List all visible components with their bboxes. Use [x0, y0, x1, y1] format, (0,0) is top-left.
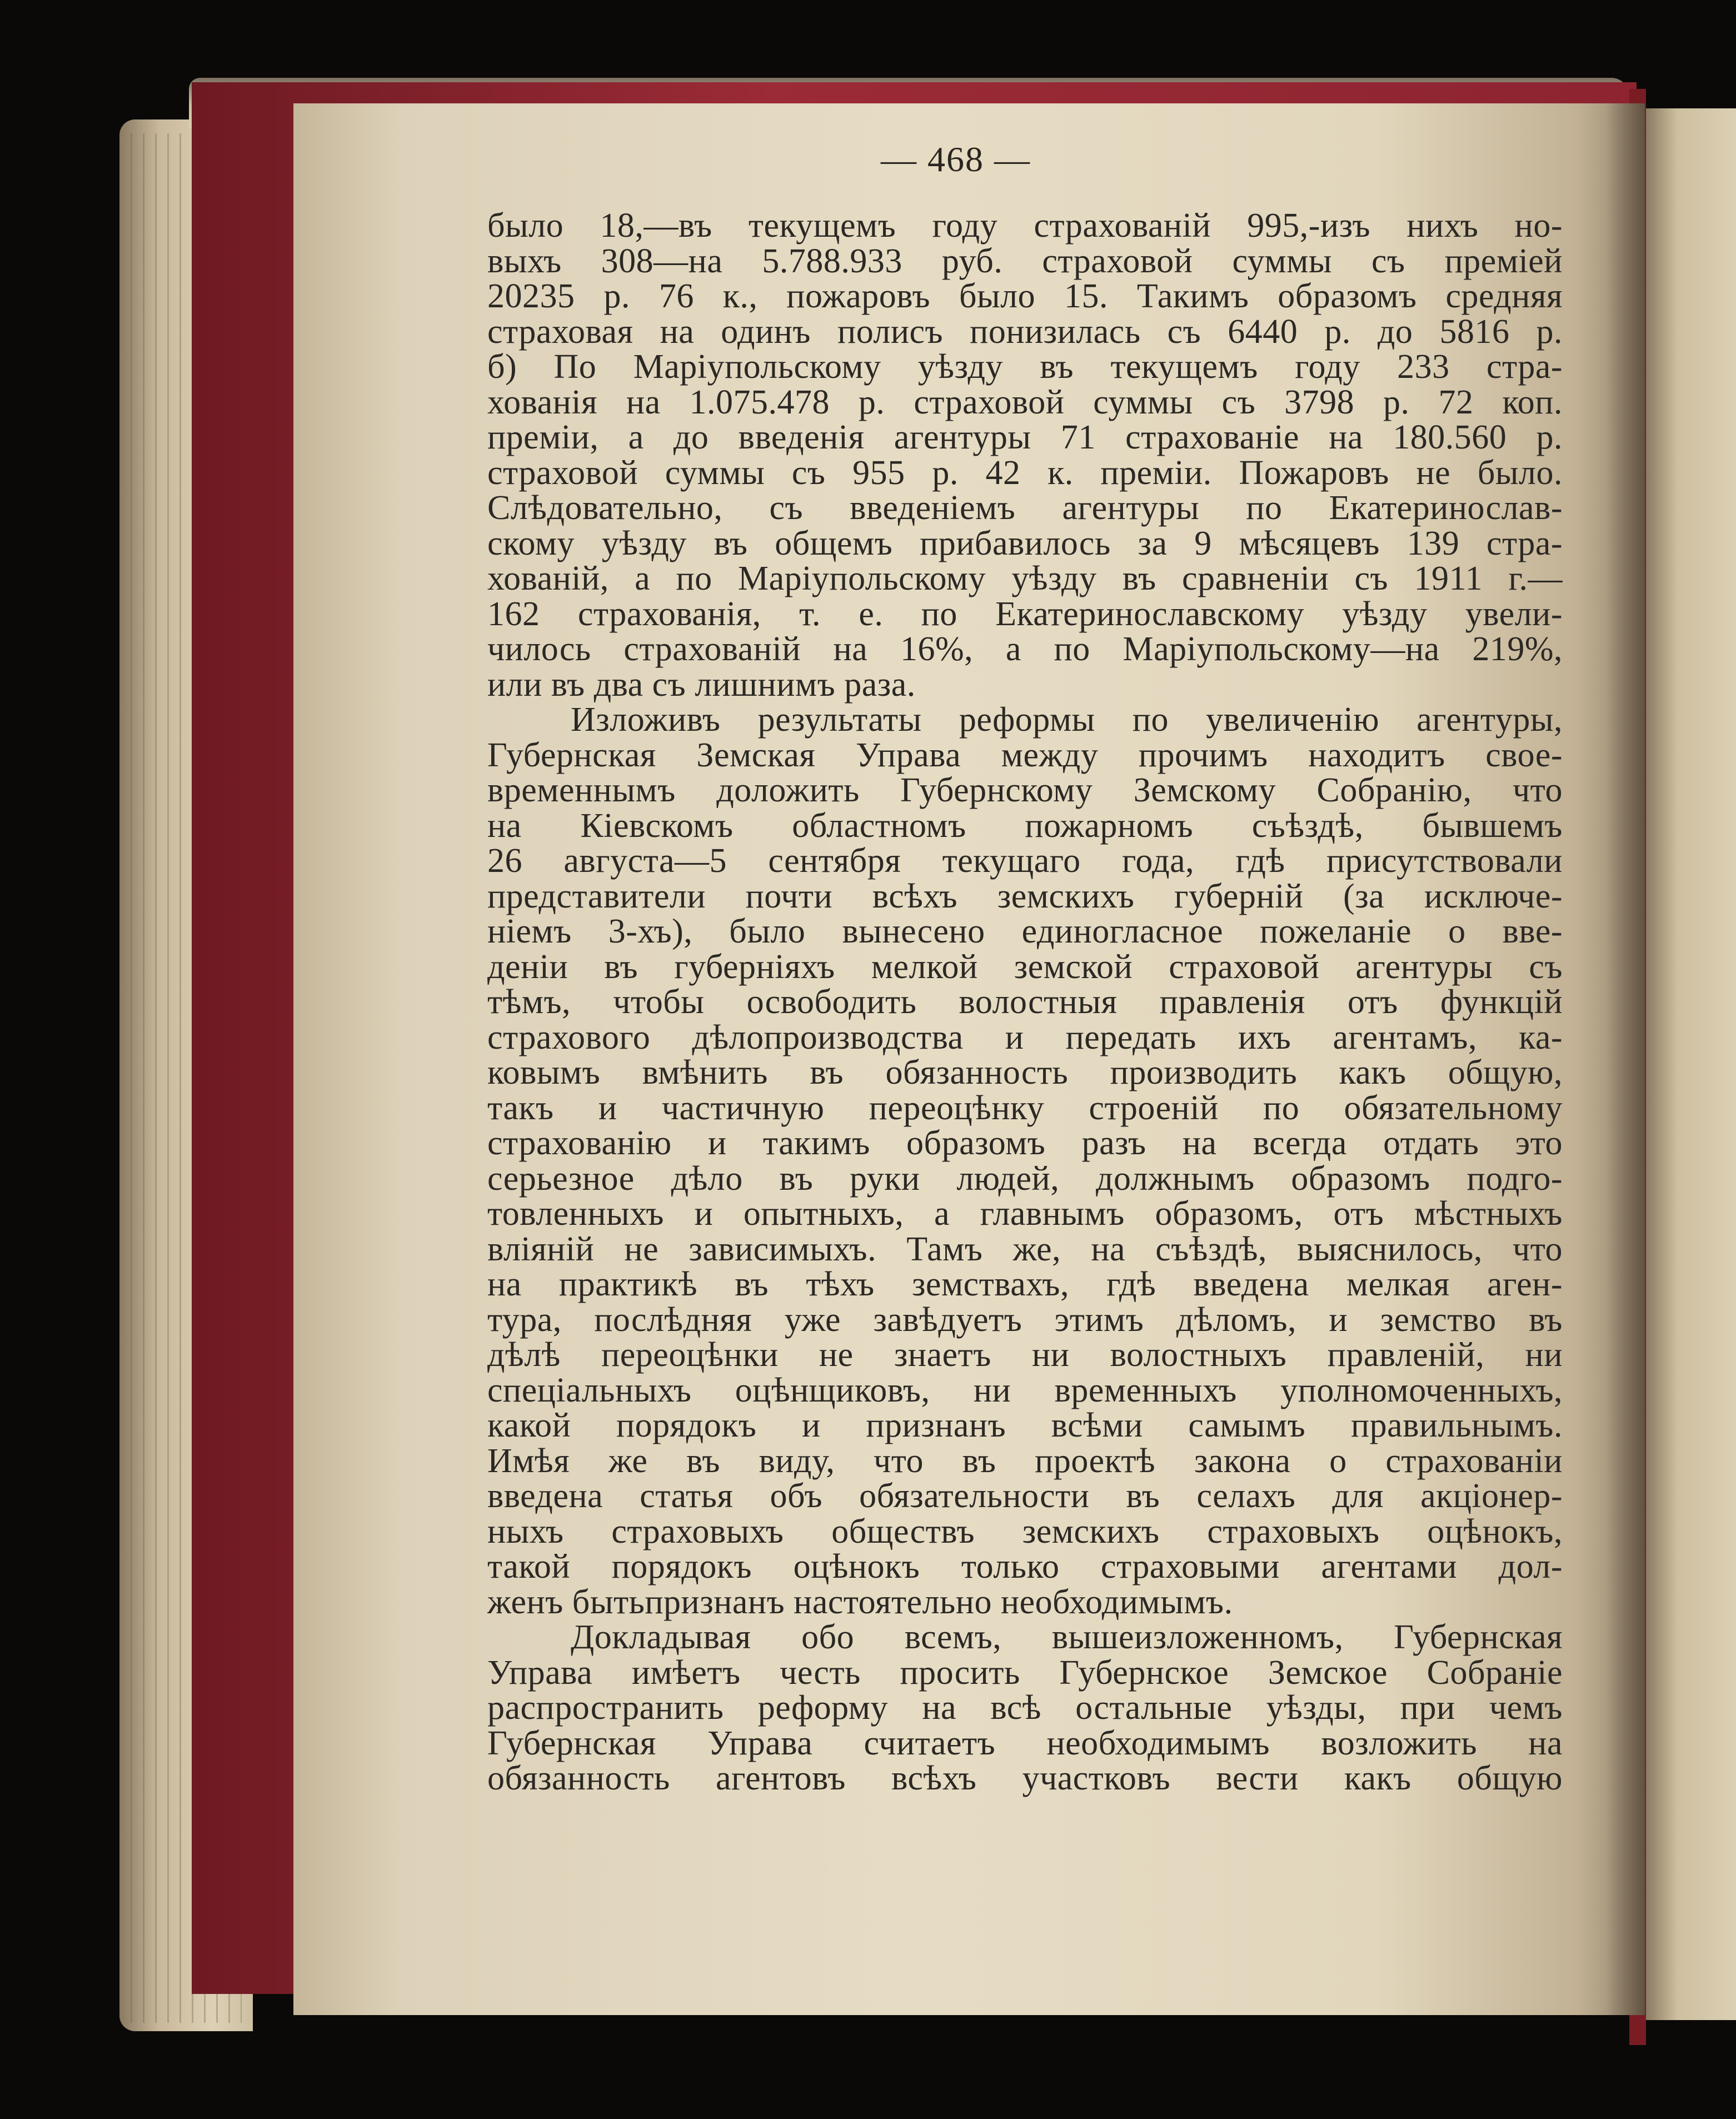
- text-line: страховой суммы съ 955 р. 42 к. преміи. Пожаровъ не было.: [487, 453, 1563, 492]
- text-line: на Кіевскомъ областномъ пожарномъ съѣздѣ, бывшемъ: [487, 806, 1563, 845]
- text-line: тѣмъ, чтобы освободить волостныя правленія отъ функцій: [487, 983, 1563, 1021]
- text-line: страховая на одинъ полисъ понизилась съ 6440 р. до 5816 р.: [487, 312, 1563, 351]
- text-line: на практикѣ въ тѣхъ земствахъ, гдѣ введена мелкая аген-: [487, 1265, 1563, 1303]
- page-number-header: — 468 —: [881, 139, 1031, 179]
- text-line: ковымъ вмѣнить въ обязанность производить какъ общую,: [487, 1054, 1563, 1091]
- text-line: чилось страхованій на 16%, а по Маріупольскому—на 219%,: [487, 630, 1563, 668]
- text-line: ніемъ 3-хъ), было вынесено единогласное пожеланіе о вве-: [487, 913, 1563, 950]
- text-line: было 18,—въ текущемъ году страхованій 995,-изъ нихъ но-: [487, 207, 1563, 245]
- text-line: 162 страхованія, т. е. по Екатеринославскому уѣзду увели-: [487, 595, 1563, 633]
- text-line: Изложивъ результаты реформы по увеличенію агентуры,: [571, 701, 1563, 739]
- text-line: такой порядокъ оцѣнокъ только страховыми агентами дол-: [487, 1548, 1563, 1585]
- text-line: женъ бытьпризнанъ настоятельно необходимымъ.: [487, 1583, 1233, 1621]
- text-line: деніи въ губерніяхъ мелкой земской страховой агентуры съ: [487, 948, 1563, 986]
- text-line: страхового дѣлопроизводства и передать ихъ агентамъ, ка-: [487, 1018, 1563, 1056]
- text-line: такъ и частичную переоцѣнку строеній по обязательному: [487, 1089, 1563, 1127]
- text-line: представители почти всѣхъ земскихъ губерній (за исключе-: [487, 877, 1563, 915]
- text-line: серьезное дѣло въ руки людей, должнымъ образомъ подго-: [487, 1159, 1563, 1198]
- text-line: хованій, а по Маріупольскому уѣзду въ сравненіи съ 1911 г.—: [487, 560, 1563, 597]
- text-line: преміи, а до введенія агентуры 71 страхованіе на 180.560 р.: [487, 418, 1563, 456]
- text-line: введена статья объ обязательности въ селахъ для акціонер-: [487, 1477, 1563, 1515]
- text-line: временнымъ доложить Губернскому Земскому Собранію, что: [487, 771, 1563, 809]
- text-line: выхъ 308—на 5.788.933 руб. страховой суммы съ преміей: [487, 242, 1563, 280]
- text-line: Управа имѣетъ честь просить Губернское Земское Собраніе: [487, 1653, 1563, 1692]
- text-line: хованія на 1.075.478 р. страховой суммы съ 3798 р. 72 коп.: [487, 383, 1563, 421]
- text-line: или въ два съ лишнимъ раза.: [487, 665, 916, 704]
- text-line: вліяній не зависимыхъ. Тамъ же, на съѣздѣ, выяснилось, что: [487, 1230, 1563, 1268]
- text-line: обязанность агентовъ всѣхъ участковъ вести какъ общую: [487, 1759, 1563, 1797]
- text-line: Слѣдовательно, съ введеніемъ агентуры по Екатеринослав-: [487, 489, 1563, 527]
- text-line: страхованію и такимъ образомъ разъ на всегда отдать это: [487, 1124, 1563, 1162]
- text-line: дѣлѣ переоцѣнки не знаетъ ни волостныхъ правленій, ни: [487, 1336, 1563, 1374]
- text-line: ныхъ страховыхъ обществъ земскихъ страховыхъ оцѣнокъ,: [487, 1512, 1563, 1550]
- text-line: тура, послѣдняя уже завѣдуетъ этимъ дѣломъ, и земство въ: [487, 1300, 1563, 1339]
- text-line: б) По Маріупольскому уѣзду въ текущемъ году 233 стра-: [487, 348, 1563, 386]
- text-line: спеціальныхъ оцѣнщиковъ, ни временныхъ уполномоченныхъ,: [487, 1371, 1563, 1409]
- text-line: 20235 р. 76 к., пожаровъ было 15. Такимъ образомъ средняя: [487, 277, 1563, 315]
- text-line: 26 августа—5 сентября текущаго года, гдѣ присутствовали: [487, 842, 1563, 880]
- text-line: распространить реформу на всѣ остальные уѣзды, при чемъ: [487, 1689, 1563, 1727]
- text-line: Имѣя же въ виду, что въ проектѣ закона о страхованіи: [487, 1442, 1563, 1480]
- text-line: Докладывая обо всемъ, вышеизложенномъ, Губернская: [571, 1618, 1563, 1656]
- text-line: товленныхъ и опытныхъ, а главнымъ образомъ, отъ мѣстныхъ: [487, 1195, 1563, 1233]
- body-text: [487, 208, 1563, 1797]
- text-line: Губернская Земская Управа между прочимъ находитъ свое-: [487, 736, 1563, 774]
- text-line: скому уѣзду въ общемъ прибавилось за 9 мѣсяцевъ 139 стра-: [487, 524, 1563, 562]
- facing-page: [1646, 108, 1736, 2020]
- text-line: Губернская Управа считаетъ необходимымъ возложить на: [487, 1724, 1563, 1762]
- text-line: какой порядокъ и признанъ всѣми самымъ правильнымъ.: [487, 1407, 1563, 1444]
